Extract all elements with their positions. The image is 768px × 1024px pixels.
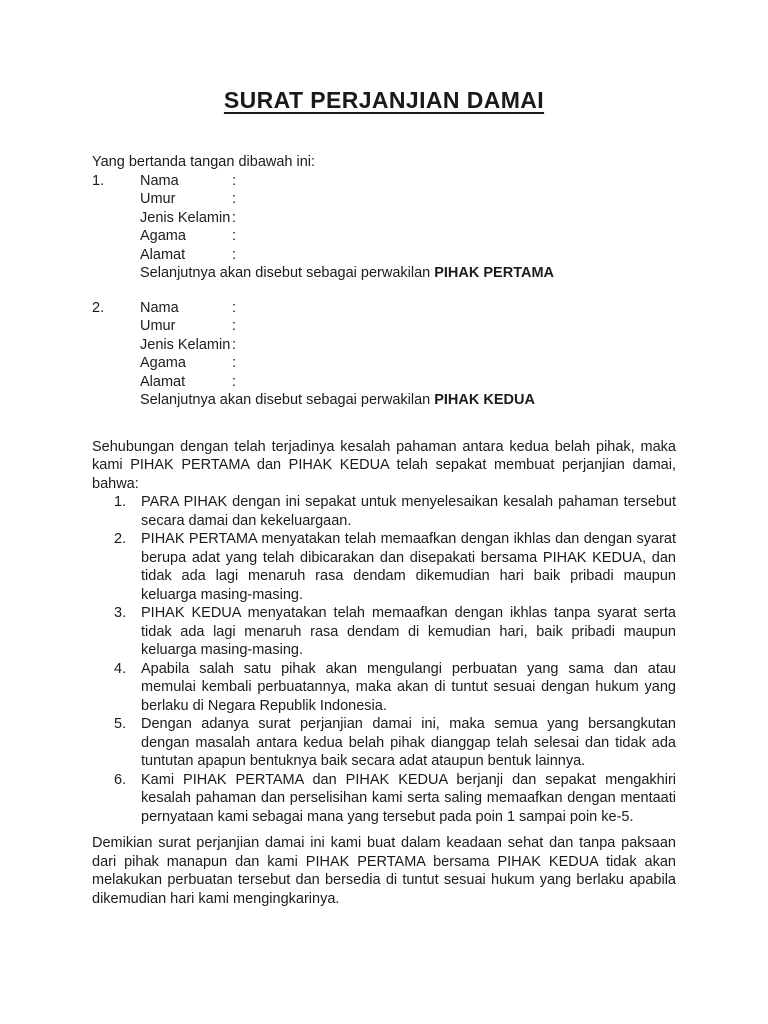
field-label-alamat: Alamat <box>140 373 186 390</box>
number-spacer <box>92 336 140 355</box>
party-designation-name: PIHAK PERTAMA <box>434 265 554 281</box>
field-label-alamat: Alamat <box>140 246 186 263</box>
party-designation-line <box>140 264 676 283</box>
party-block-second <box>92 299 676 410</box>
clause-item-3 <box>92 604 676 660</box>
field-value-umur <box>236 317 676 336</box>
clause-text: Kami PIHAK PERTAMA dan PIHAK KEDUA berjanji dan sepakat mengakhiri kesalah pahaman dan perselisihan kami serta saling memaafkan dengan mentaati pernyataan kami sebagai mana yang tersebut pada poin 1 sampai poin ke-5. <box>141 771 676 825</box>
clause-number: 1. <box>114 494 127 510</box>
party-number: 1. <box>92 172 105 189</box>
clause-item-4 <box>92 660 676 716</box>
field-value-jenis-kelamin <box>236 209 676 228</box>
field-colon: : <box>232 373 237 390</box>
field-label-nama: Nama <box>140 299 179 316</box>
field-value-nama <box>236 172 676 191</box>
party-designation-text: Selanjutnya akan disebut sebagai perwakilan <box>140 265 435 281</box>
clause-text: PIHAK KEDUA menyatakan telah memaafkan dengan ikhlas tanpa syarat serta tidak ada lagi menaruh rasa dendam di kemudian hari, baik pribadi maupun keluarga masing-masing. <box>141 605 676 658</box>
field-label-umur: Umur <box>140 318 176 334</box>
field-label-jenis-kelamin: Jenis Kelamin <box>140 209 231 226</box>
field-colon: : <box>232 318 237 334</box>
clause-number: 3. <box>114 605 127 621</box>
number-spacer <box>92 317 140 336</box>
number-spacer <box>92 354 140 373</box>
field-colon: : <box>232 228 237 244</box>
field-value-alamat <box>236 373 676 392</box>
document-title: SURAT PERJANJIAN DAMAI <box>223 87 545 113</box>
field-colon: : <box>232 336 237 353</box>
number-spacer <box>92 246 140 265</box>
field-value-umur <box>236 190 676 209</box>
clause-item-5 <box>92 715 676 771</box>
clause-number: 6. <box>114 771 127 788</box>
number-spacer <box>92 227 140 246</box>
field-label-umur: Umur <box>140 191 176 207</box>
clause-number: 2. <box>114 531 127 547</box>
field-label-agama: Agama <box>140 228 186 244</box>
party-designation-line <box>140 391 676 410</box>
party-field-row <box>92 336 676 355</box>
party-number: 2. <box>92 299 105 316</box>
clause-text: Dengan adanya surat perjanjian damai ini, maka semua yang bersangkutan dengan masalah antara kedua belah pihak dianggap telah selesai dan tidak ada tuntutan apapun bentuknya baik secara adat ataupun bentuk lainnya. <box>141 716 676 769</box>
clause-number: 4. <box>114 660 127 677</box>
party-field-row <box>92 209 676 228</box>
clause-text: PARA PIHAK dengan ini sepakat untuk menyelesaikan kesalah pahaman tersebut secara damai dan kekeluargaan. <box>141 494 676 529</box>
field-colon: : <box>232 355 237 371</box>
field-value-jenis-kelamin <box>236 336 676 355</box>
clause-text: PIHAK PERTAMA menyatakan telah memaafkan dengan ikhlas dan dengan syarat berupa adat yang telah dibicarakan dan disepakati bersama PIHAK KEDUA, dan tidak ada lagi menaruh rasa dendam dikemudian hari baik pribadi maupun keluarga masing-masing. <box>141 531 676 603</box>
party-field-row <box>92 373 676 392</box>
party-field-row <box>92 317 676 336</box>
field-value-nama <box>236 299 676 318</box>
field-colon: : <box>232 246 237 263</box>
number-spacer <box>92 190 140 209</box>
field-colon: : <box>232 299 237 316</box>
field-colon: : <box>232 172 237 189</box>
party-field-row <box>92 190 676 209</box>
party-designation-text: Selanjutnya akan disebut sebagai perwakilan <box>140 392 435 408</box>
closing-paragraph: Demikian surat perjanjian damai ini kami buat dalam keadaan sehat dan tanpa paksaan dari pihak manapun dan kami PIHAK PERTAMA bersama PIHAK KEDUA tidak akan melakukan perbuatan tersebut dan bersedia di tuntut sesuai hukum yang berlaku apabila dikemudian hari kami mengingkarinya. <box>92 835 676 907</box>
clause-text: Apabila salah satu pihak akan mengulangi perbuatan yang sama dan atau memulai kembali perbuatannya, maka akan di tuntut sesuai dengan hukum yang berlaku di Negara Republik Indonesia. <box>141 660 676 714</box>
clause-item-6 <box>92 771 676 827</box>
party-field-row <box>92 299 676 318</box>
party-designation-name: PIHAK KEDUA <box>434 392 535 408</box>
intro-line: Yang bertanda tangan dibawah ini: <box>92 154 316 170</box>
field-value-alamat <box>236 246 676 265</box>
clause-item-2 <box>92 530 676 604</box>
field-colon: : <box>232 209 237 226</box>
field-value-agama <box>236 354 676 373</box>
party-block-first <box>92 172 676 283</box>
number-spacer <box>92 373 140 392</box>
party-field-row <box>92 227 676 246</box>
party-field-row <box>92 354 676 373</box>
clause-item-1 <box>92 493 676 530</box>
field-label-nama: Nama <box>140 172 179 189</box>
party-field-row <box>92 246 676 265</box>
number-spacer <box>92 209 140 228</box>
field-colon: : <box>232 191 237 207</box>
field-label-jenis-kelamin: Jenis Kelamin <box>140 336 231 353</box>
preamble-paragraph: Sehubungan dengan telah terjadinya kesalah pahaman antara kedua belah pihak, maka kami PIHAK PERTAMA dan PIHAK KEDUA telah sepakat membuat perjanjian damai, bahwa: <box>92 438 676 492</box>
party-field-row <box>92 172 676 191</box>
clause-list <box>92 493 676 826</box>
field-value-agama <box>236 227 676 246</box>
clause-number: 5. <box>114 716 127 732</box>
field-label-agama: Agama <box>140 355 186 371</box>
